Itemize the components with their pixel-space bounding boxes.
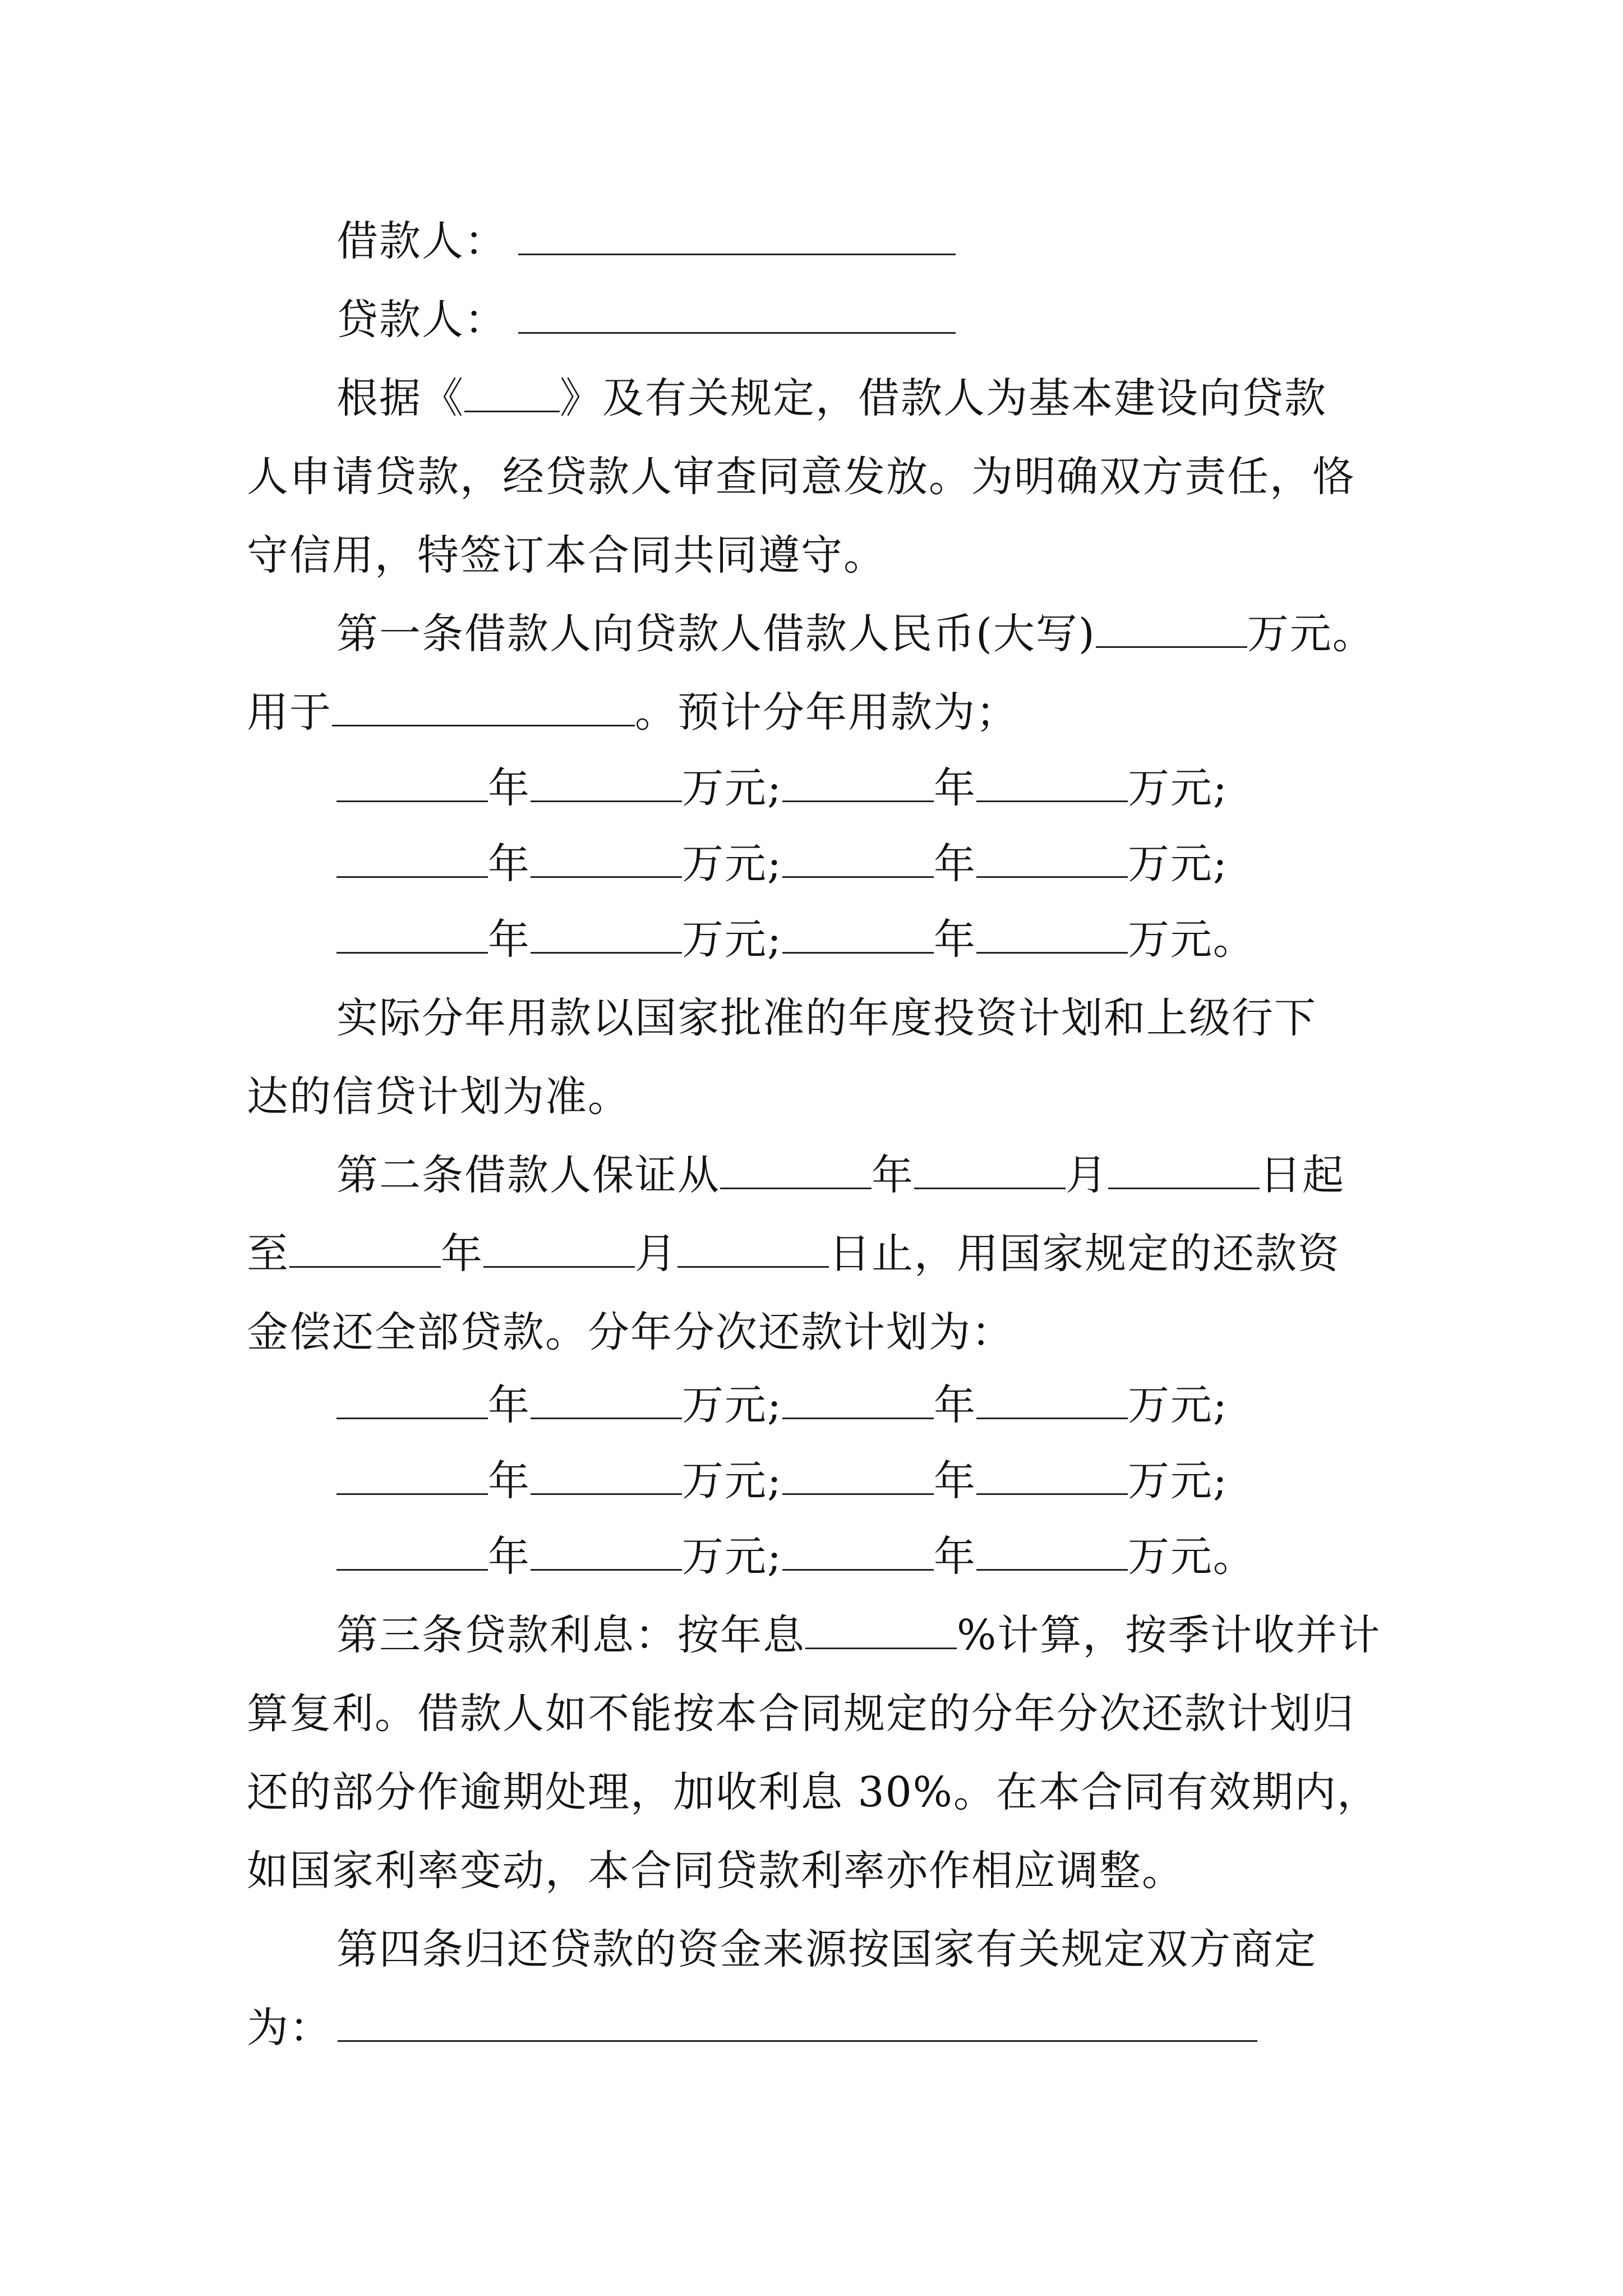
article3-text: 还的部分作逾期处理，加收利息 30%。在本合同有效期内， bbox=[247, 1768, 1380, 1816]
article1-text: 第一条借款人向贷款人借款人民币(大写) bbox=[336, 610, 1096, 658]
loan-amount-field[interactable] bbox=[1096, 613, 1247, 648]
repayment-source-field[interactable] bbox=[338, 2007, 1257, 2042]
year-label: 年 bbox=[441, 1230, 483, 1278]
wan-label: 万元; bbox=[682, 1381, 782, 1429]
amount-field[interactable] bbox=[976, 767, 1128, 802]
amount-field[interactable] bbox=[976, 1384, 1128, 1419]
year-field[interactable] bbox=[782, 843, 934, 878]
wan-end-label: 万元。 bbox=[1127, 915, 1256, 964]
year-field[interactable] bbox=[782, 1535, 934, 1571]
amount-field[interactable] bbox=[531, 1535, 682, 1571]
amount-field[interactable] bbox=[531, 918, 682, 954]
article4-text: 为： bbox=[247, 2004, 332, 2052]
wan-label: 万元; bbox=[1127, 1381, 1228, 1429]
wan-label: 万元; bbox=[1127, 764, 1228, 812]
borrower-label: 借款人： bbox=[336, 217, 507, 265]
year-label: 年 bbox=[488, 1533, 531, 1581]
amount-field[interactable] bbox=[531, 843, 682, 878]
wan-end-label: 万元。 bbox=[1127, 1533, 1256, 1581]
article2-text: 至 bbox=[247, 1230, 289, 1278]
preamble-text: 》及有关规定，借款人为基本建设向贷款 bbox=[560, 374, 1327, 422]
month-label: 月 bbox=[635, 1230, 677, 1278]
year-label: 年 bbox=[488, 764, 531, 812]
year-label: 年 bbox=[933, 1457, 976, 1505]
year-label: 年 bbox=[488, 915, 531, 964]
article2-text: 日起 bbox=[1260, 1151, 1345, 1199]
lender-label: 贷款人： bbox=[336, 296, 507, 344]
lender-name-field[interactable] bbox=[518, 298, 956, 334]
amount-field[interactable] bbox=[531, 1384, 682, 1419]
wan-label: 万元; bbox=[682, 1457, 782, 1505]
amount-field[interactable] bbox=[976, 1535, 1128, 1571]
wan-label: 万元; bbox=[682, 915, 782, 964]
amount-field[interactable] bbox=[531, 767, 682, 802]
year-field[interactable] bbox=[782, 1460, 934, 1495]
year-label: 年 bbox=[933, 915, 976, 964]
wan-label: 万元; bbox=[682, 840, 782, 888]
year-field[interactable] bbox=[782, 767, 934, 802]
year-label: 年 bbox=[488, 1381, 531, 1429]
preamble-text: 根据《 bbox=[336, 374, 464, 422]
year-field[interactable] bbox=[336, 1460, 488, 1495]
year-label: 年 bbox=[933, 1533, 976, 1581]
year-field[interactable] bbox=[336, 843, 488, 878]
amount-field[interactable] bbox=[976, 1460, 1128, 1495]
start-day-field[interactable] bbox=[1108, 1154, 1260, 1189]
year-label: 年 bbox=[872, 1151, 914, 1199]
year-label: 年 bbox=[933, 1381, 976, 1429]
article1-text: 。预计分年用款为； bbox=[635, 688, 1018, 737]
end-month-field[interactable] bbox=[483, 1232, 635, 1268]
wan-label: 万元; bbox=[1127, 1457, 1228, 1505]
article2-text: 金偿还全部贷款。分年分次还款计划为： bbox=[247, 1308, 1014, 1356]
year-label: 年 bbox=[488, 840, 531, 888]
article3-text: 第三条贷款利息：按年息 bbox=[336, 1611, 805, 1659]
loan-purpose-field[interactable] bbox=[332, 691, 635, 726]
month-label: 月 bbox=[1066, 1151, 1108, 1199]
wan-label: 万元; bbox=[1127, 840, 1228, 888]
end-day-field[interactable] bbox=[677, 1232, 829, 1268]
year-label: 年 bbox=[933, 764, 976, 812]
year-label: 年 bbox=[933, 840, 976, 888]
amount-field[interactable] bbox=[976, 918, 1128, 954]
article2-text: 第二条借款人保证从 bbox=[336, 1151, 720, 1199]
article1-note: 实际分年用款以国家批准的年度投资计划和上级行下 bbox=[336, 994, 1317, 1042]
article3-text: 算复利。借款人如不能按本合同规定的分年分次还款计划归 bbox=[247, 1690, 1355, 1738]
year-field[interactable] bbox=[336, 767, 488, 802]
article3-text: %计算，按季计收并计 bbox=[957, 1611, 1381, 1659]
preamble-text: 守信用，特签订本合同共同遵守。 bbox=[247, 531, 886, 579]
wan-label: 万元; bbox=[682, 1533, 782, 1581]
interest-rate-field[interactable] bbox=[805, 1614, 957, 1649]
article2-text: 日止，用国家规定的还款资 bbox=[829, 1230, 1340, 1278]
year-field[interactable] bbox=[782, 918, 934, 954]
year-field[interactable] bbox=[336, 1384, 488, 1419]
start-month-field[interactable] bbox=[914, 1154, 1066, 1189]
article1-text: 万元。 bbox=[1247, 610, 1375, 658]
end-year-field[interactable] bbox=[289, 1232, 441, 1268]
borrower-name-field[interactable] bbox=[518, 220, 956, 255]
year-label: 年 bbox=[488, 1457, 531, 1505]
article4-text: 第四条归还贷款的资金来源按国家有关规定双方商定 bbox=[336, 1925, 1317, 1973]
amount-field[interactable] bbox=[976, 843, 1128, 878]
regulation-name-field[interactable] bbox=[464, 377, 560, 412]
year-field[interactable] bbox=[336, 918, 488, 954]
year-field[interactable] bbox=[782, 1384, 934, 1419]
article3-text: 如国家利率变动，本合同贷款利率亦作相应调整。 bbox=[247, 1847, 1184, 1895]
article1-text: 用于 bbox=[247, 688, 332, 737]
start-year-field[interactable] bbox=[720, 1154, 872, 1189]
year-field[interactable] bbox=[336, 1535, 488, 1571]
amount-field[interactable] bbox=[531, 1460, 682, 1495]
article1-note: 达的信贷计划为准。 bbox=[247, 1073, 630, 1121]
preamble-text: 人申请贷款，经贷款人审查同意发放。为明确双方责任，恪 bbox=[247, 453, 1355, 501]
wan-label: 万元; bbox=[682, 764, 782, 812]
